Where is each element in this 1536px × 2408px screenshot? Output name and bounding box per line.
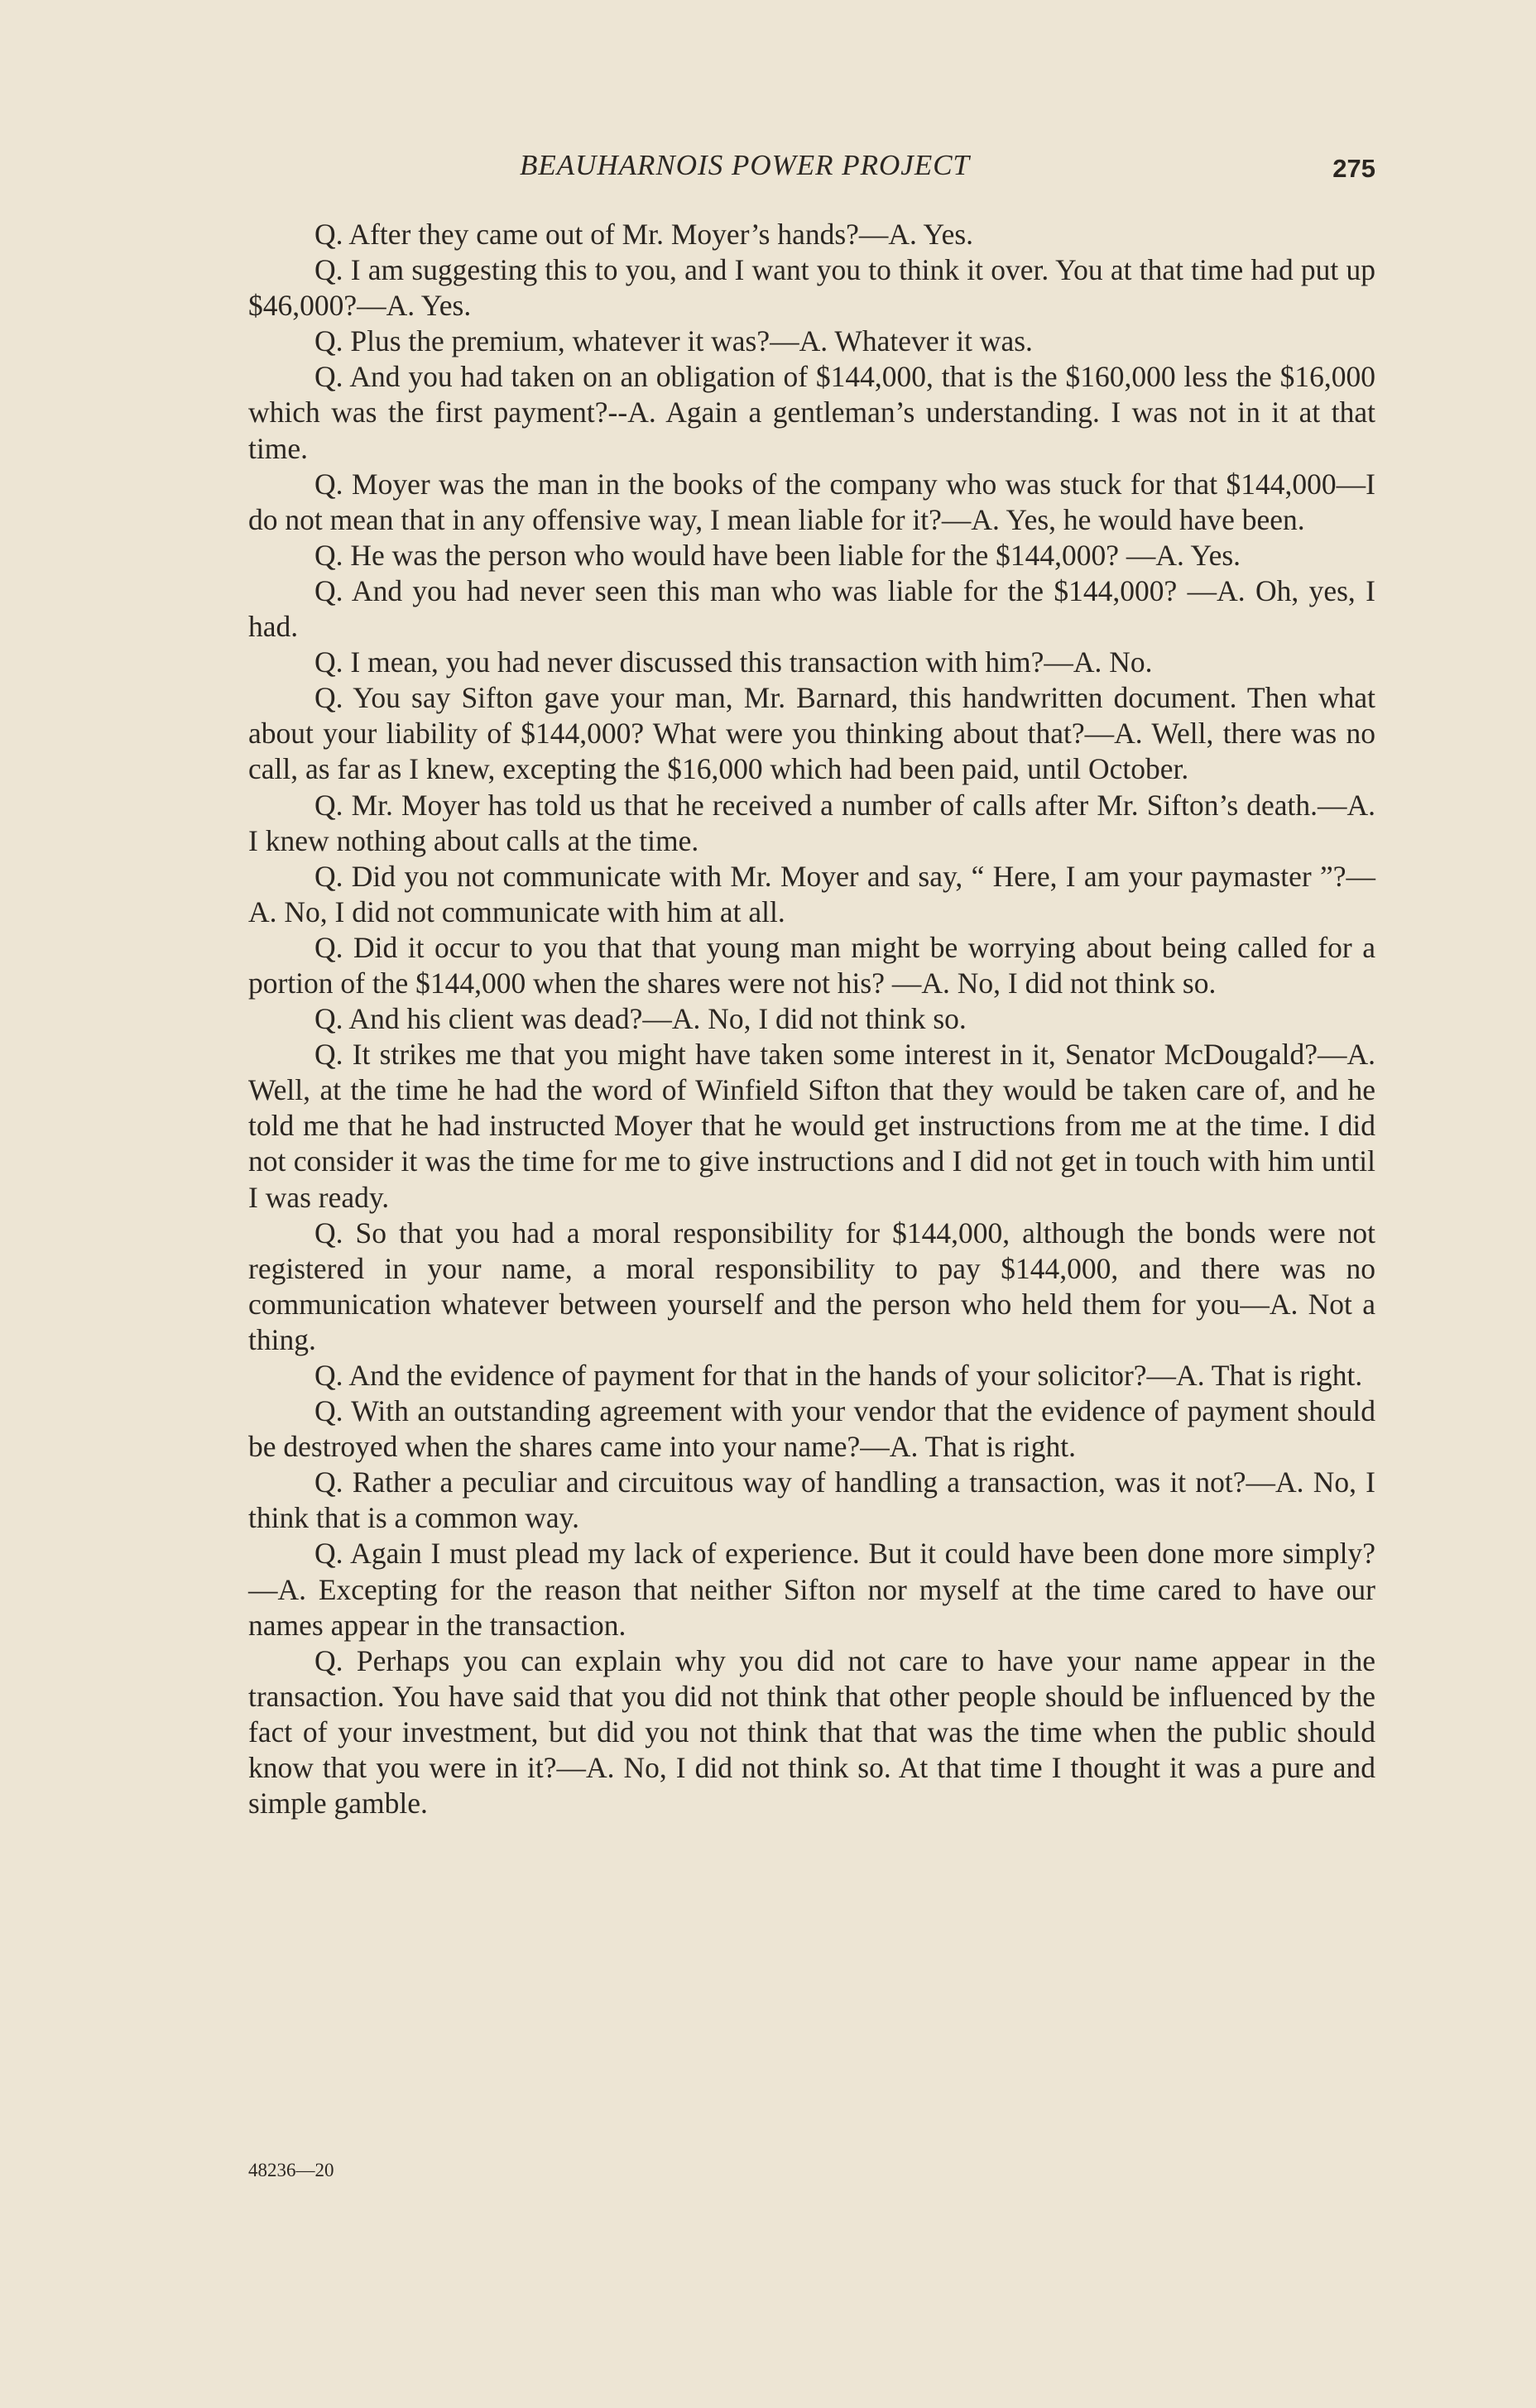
paragraph: Q. Plus the premium, whatever it was?—A. Whatever it was. <box>314 324 1033 358</box>
paragraph: Q. You say Sifton gave your man, Mr. Barnard, this handwritten document. Then what about your liability of $144,000? What were you thinking about that?—A. Well, there was no call, as far as I knew, excepting the $16,000 which had been paid, until October. <box>248 681 1375 786</box>
testimony-text <box>248 217 1375 1821</box>
paragraph: Q. And his client was dead?—A. No, I did not think so. <box>314 1002 967 1036</box>
paragraph: Q. And you had never seen this man who was liable for the $144,000? —A. Oh, yes, I had. <box>248 573 1375 644</box>
printer-signature-mark: 48236—20 <box>248 2160 334 2180</box>
paragraph: Q. He was the person who would have been liable for the $144,000? —A. Yes. <box>314 538 1241 572</box>
paragraph: Q. Again I must plead my lack of experience. But it could have been done more simply?—A. Excepting for the reason that neither Sifton nor myself at the time cared to have our names appear in the transaction. <box>248 1537 1375 1642</box>
paragraph: Q. Perhaps you can explain why you did not care to have your name appear in the transaction. You have said that you did not think that other people should be influenced by the fact of your investment, but did you not think that that was the time when the public should know that you were in it?—A. No, I did not think so. At that time I thought it was a pure and simple gamble. <box>248 1643 1375 1820</box>
paragraph: Q. Did it occur to you that that young man might be worrying about being called for a portion of the $144,000 when the shares were not his? —A. No, I did not think so. <box>248 930 1375 1000</box>
paragraph: Q. So that you had a moral responsibility for $144,000, although the bonds were not registered in your name, a moral responsibility to pay $144,000, and there was no communication whatever between yourself and the person who held them for you—A. Not a thing. <box>248 1216 1375 1356</box>
running-header <box>248 145 1375 186</box>
paragraph: Q. I am suggesting this to you, and I want you to think it over. You at that time had put up $46,000?—A. Yes. <box>248 253 1375 323</box>
paragraph: Q. Did you not communicate with Mr. Moyer and say, “ Here, I am your paymaster ”?—A. No, I did not communicate with him at all. <box>248 859 1375 928</box>
running-title: BEAUHARNOIS POWER PROJECT <box>519 149 971 181</box>
paragraph: Q. I mean, you had never discussed this transaction with him?—A. No. <box>314 645 1153 679</box>
paragraph: Q. And the evidence of payment for that in the hands of your solicitor?—A. That is right. <box>314 1359 1363 1392</box>
paragraph: Q. With an outstanding agreement with your vendor that the evidence of payment should be destroyed when the shares came into your name?—A. That is right. <box>248 1394 1375 1464</box>
paragraph: Q. Mr. Moyer has told us that he received a number of calls after Mr. Sifton’s death.—A. I knew nothing about calls at the time. <box>248 788 1375 857</box>
paragraph: Q. After they came out of Mr. Moyer’s hands?—A. Yes. <box>314 218 974 251</box>
paragraph: Q. And you had taken on an obligation of $144,000, that is the $160,000 less the $16,000 which was the first payment?--A. Again a gentleman’s understanding. I was not in it at that time. <box>248 360 1375 465</box>
paragraph: Q. Moyer was the man in the books of the company who was stuck for that $144,000—I do not mean that in any offensive way, I mean liable for it?—A. Yes, he would have been. <box>248 467 1375 536</box>
paragraph: Q. Rather a peculiar and circuitous way of handling a transaction, was it not?—A. No, I think that is a common way. <box>248 1465 1375 1535</box>
page-number: 275 <box>1332 154 1375 183</box>
paragraph: Q. It strikes me that you might have taken some interest in it, Senator McDougald?—A. Well, at the time he had the word of Winfield Sifton that they would be taken care of, and he told me that he had instructed Moyer that he would get instructions from me at the time. I did not consider it was the time for me to give instructions and I did not get in touch with him until I was ready. <box>248 1038 1375 1214</box>
